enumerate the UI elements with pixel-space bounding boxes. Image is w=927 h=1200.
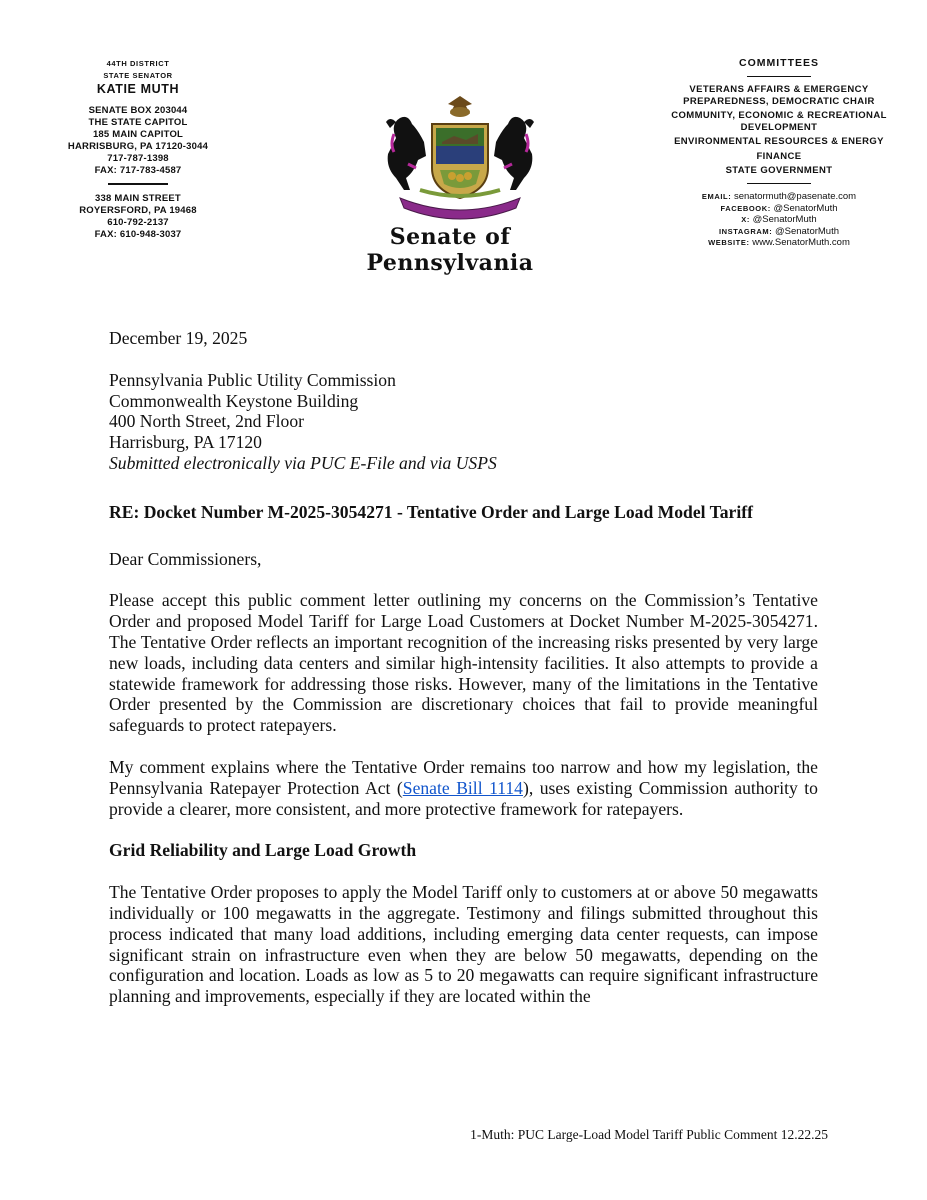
- letterhead-right: [664, 58, 894, 249]
- address-line: Harrisburg, PA 17120: [109, 432, 262, 453]
- senator-name: KATIE MUTH: [96, 82, 180, 96]
- senate-title: Senate of Pennsylvania: [366, 224, 534, 276]
- senate-bill-link[interactable]: Senate Bill 1114: [402, 777, 523, 798]
- district-fax: FAX: 610-948-3037: [94, 228, 182, 240]
- contact-facebook: FACEBOOK: @SenatorMuth: [720, 202, 838, 214]
- committees-heading: COMMITTEES: [739, 57, 819, 69]
- capitol-address-line: THE STATE CAPITOL: [88, 117, 188, 128]
- committee-item: VETERANS AFFAIRS & EMERGENCY PREPAREDNESS, DEMOCRATIC CHAIR: [683, 84, 875, 107]
- letterhead-left: [38, 58, 238, 241]
- address-line: 400 North Street, 2nd Floor: [109, 411, 304, 432]
- district-phone: 610-792-2137: [107, 216, 169, 228]
- capitol-fax: FAX: 717-783-4587: [94, 165, 182, 176]
- section-heading: Grid Reliability and Large Load Growth: [109, 840, 417, 861]
- contact-instagram: INSTAGRAM: @SenatorMuth: [718, 225, 840, 237]
- address-line: Pennsylvania Public Utility Commission: [109, 369, 396, 390]
- paragraph-intro: Please accept this public comment letter outlining my concerns on the Commission’s Tentative Order and proposed Model Tariff for Large Load Customers at Docket Number M-2025-3054271. The Tentative Order reflects an important recognition of the increasing risks presented by very large new loads, including data centers and similar high-intensity facilities. It also attempts to provide a statewide framework for addressing those risks. However, many of the limitations in the Tentative Order presented by the Commission are discretionary choices that fail to provide meaningful safeguards to protect ratepayers.: [109, 590, 818, 736]
- recipient-address: [109, 370, 818, 474]
- submission-note: Submitted electronically via PUC E-File and via USPS: [109, 452, 497, 473]
- contact-website: WEBSITE: www.SenatorMuth.com: [708, 237, 850, 248]
- page-footer: 1-Muth: PUC Large-Load Model Tariff Public Comment 12.22.25: [470, 1127, 828, 1142]
- divider: [747, 76, 811, 78]
- committee-item: ENVIRONMENTAL RESOURCES & ENERGY: [674, 136, 884, 147]
- divider: [108, 183, 168, 185]
- senator-role: STATE SENATOR: [103, 71, 173, 80]
- letter-body: [109, 328, 818, 1007]
- salutation: Dear Commissioners,: [109, 548, 262, 569]
- paragraph-grid-reliability: The Tentative Order proposes to apply the Model Tariff only to customers at or above 50 megawatts individually or 100 megawatts in the aggregate. Testimony and filings submitted throughout this process indicated that many load additions, including emerging data center requests, can impose significant strain on infrastructure even when they are below 50 megawatts, depending on the configuration and location. Loads as low as 5 to 20 megawatts can require significant infrastructure planning and improvements, especially if they are located within the: [109, 882, 818, 1007]
- subject-line: RE: Docket Number M-2025-3054271 - Tentative Order and Large Load Model Tariff: [109, 501, 753, 522]
- capitol-address-line: 185 MAIN CAPITOL: [92, 129, 184, 140]
- committee-item: COMMUNITY, ECONOMIC & RECREATIONAL DEVELOPMENT: [671, 110, 887, 133]
- committee-item: FINANCE: [756, 150, 802, 162]
- paragraph-legislation: My comment explains where the Tentative Order remains too narrow and how my legislation, the Pennsylvania Ratepayer Protection Act (Senate Bill 1114), uses existing Commission authority to provide a clearer, more consistent, and more protective framework for ratepayers.: [109, 756, 818, 819]
- pennsylvania-seal-icon: [360, 94, 560, 222]
- capitol-address-line: HARRISBURG, PA 17120-3044: [67, 141, 209, 152]
- address-line: Commonwealth Keystone Building: [109, 390, 359, 411]
- district: 44TH DISTRICT: [106, 59, 170, 68]
- district-address-line: 338 MAIN STREET: [95, 192, 181, 204]
- letter-date: December 19, 2025: [109, 328, 248, 348]
- district-address-line: ROYERSFORD, PA 19468: [79, 204, 197, 216]
- contact-x: X: @SenatorMuth: [741, 214, 817, 225]
- capitol-phone: 717-787-1398: [107, 153, 169, 164]
- contact-email: EMAIL: senatormuth@pasenate.com: [701, 191, 857, 202]
- divider: [747, 183, 811, 185]
- committee-item: STATE GOVERNMENT: [725, 165, 833, 176]
- capitol-address-line: SENATE BOX 203044: [88, 105, 188, 116]
